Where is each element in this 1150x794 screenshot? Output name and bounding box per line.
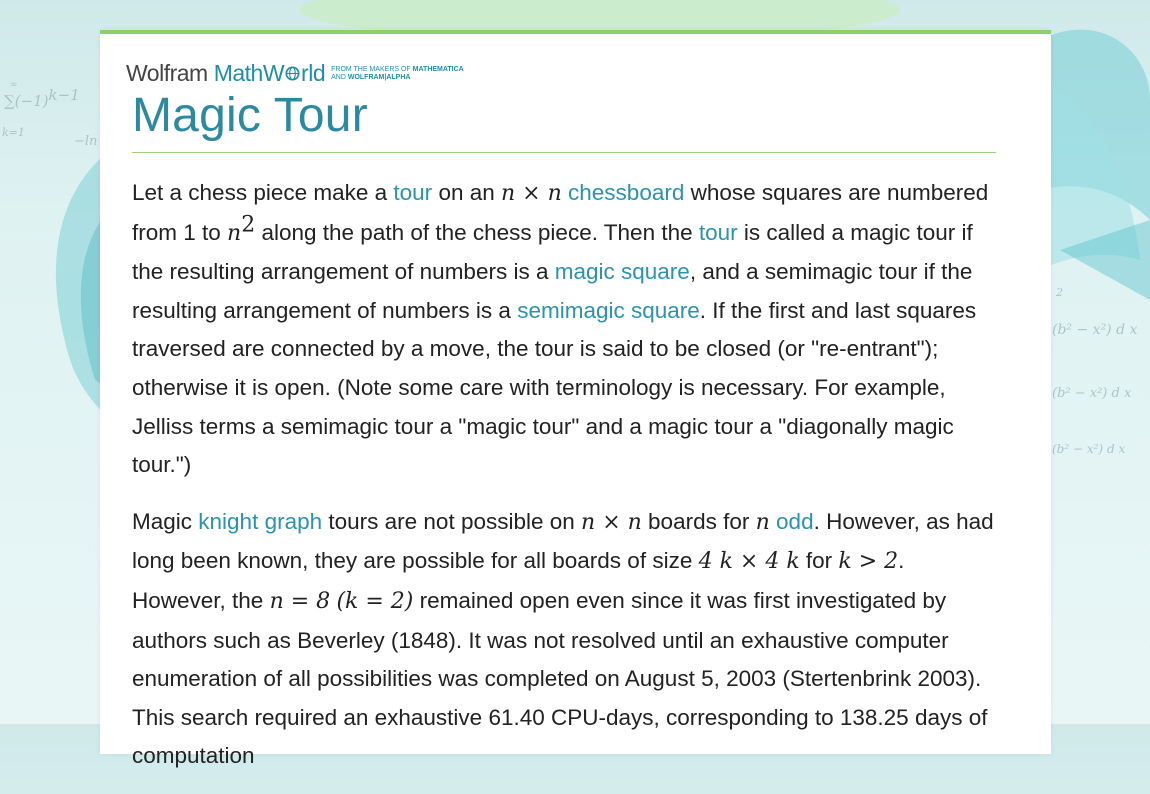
globe-icon [285, 66, 300, 81]
bg-formula-right-sup: 2 [1056, 286, 1063, 299]
title-divider [132, 152, 996, 153]
logo-mathworld-text: MathW rld [213, 60, 326, 86]
bg-formula-ln: −ln [74, 134, 98, 149]
link-knight-graph[interactable]: knight graph [198, 508, 323, 534]
bg-formula-right2: (b² − x²) d x [1052, 386, 1132, 401]
link-tour-2[interactable]: tour [698, 219, 738, 245]
page-title: Magic Tour [132, 89, 368, 142]
math-n-eq-8: n = 8 [269, 588, 331, 614]
link-chessboard[interactable]: chessboard [568, 180, 685, 205]
math-n: n [227, 220, 242, 246]
link-tour[interactable]: tour [393, 180, 433, 205]
link-odd[interactable]: odd [776, 508, 814, 534]
text: Magic [132, 508, 199, 534]
article-body [132, 174, 998, 794]
bg-formula-right3: (b² − x²) d x [1052, 442, 1126, 456]
bg-formula-inf: ∞ [10, 80, 18, 90]
math-4k-times-4k: 4 k × 4 k [698, 549, 800, 575]
header-glow [300, 0, 900, 34]
text: whose squares are numbered from 1 to [132, 180, 989, 245]
text: tours are not possible on [322, 508, 582, 534]
text: remained open even since it was first investigated by authors such as Beverley (1848). It was not resolved until an exhaustive computer enumeration of all possibilities was completed on August 5, 2003 (Stertenbrink 2003). This search required an exhaustive 61.40 CPU-days, corresponding to 138.25 days of computation [132, 587, 988, 769]
text: on an [432, 180, 501, 205]
text: , and a semimagic tour if the resulting arrangement of numbers is a [132, 259, 973, 323]
site-logo[interactable] [126, 60, 464, 87]
bg-formula-sum: $\sum(-1)^{k-1}$ [4, 86, 80, 110]
text: Let a chess piece make a [132, 180, 394, 205]
bg-formula-k1: k=1 [2, 126, 25, 139]
math-n-times-n: n × n [501, 181, 562, 206]
paragraph-2 [132, 503, 998, 776]
text: . If the first and last squares traversed are connected by a move, the tour is said to be closed (or "re-entrant"); otherwise it is open. (Note some care with terminology is necessary. For example, Jelliss terms a semimagic tour a "magic tour" and a magic tour a "diagonally magic tour.") [132, 297, 977, 478]
link-semimagic-square[interactable]: semimagic square [517, 297, 700, 323]
bg-formula-right1: (b² − x²) d x [1052, 322, 1138, 338]
paragraph-1 [132, 174, 998, 485]
text: along the path of the chess piece. Then the [255, 219, 699, 245]
link-magic-square[interactable]: magic square [554, 259, 690, 285]
math-k-gt-2: k > 2 [838, 549, 899, 575]
text: for [799, 548, 839, 574]
text: . However, as had long been known, they are possible for all boards of size [132, 508, 994, 574]
text: . However, the [132, 548, 905, 613]
text: is called a magic tour if the resulting arrangement of numbers is a [132, 219, 973, 285]
math-k-eq-2: (k = 2) [336, 588, 414, 614]
text: boards for [641, 508, 756, 534]
math-superscript-2: 2 [241, 212, 256, 238]
logo-tagline: FROM THE MAKERS OF MATHEMATICA AND WOLFRAM|ALPHA [331, 65, 464, 81]
decorative-surface-left [0, 60, 110, 460]
logo-wolfram-text: Wolfram [126, 60, 208, 86]
math-n-times-n: n × n [581, 509, 642, 535]
article-card [100, 30, 1051, 769]
math-n: n [755, 509, 770, 535]
decorative-surface-right [1040, 20, 1150, 580]
